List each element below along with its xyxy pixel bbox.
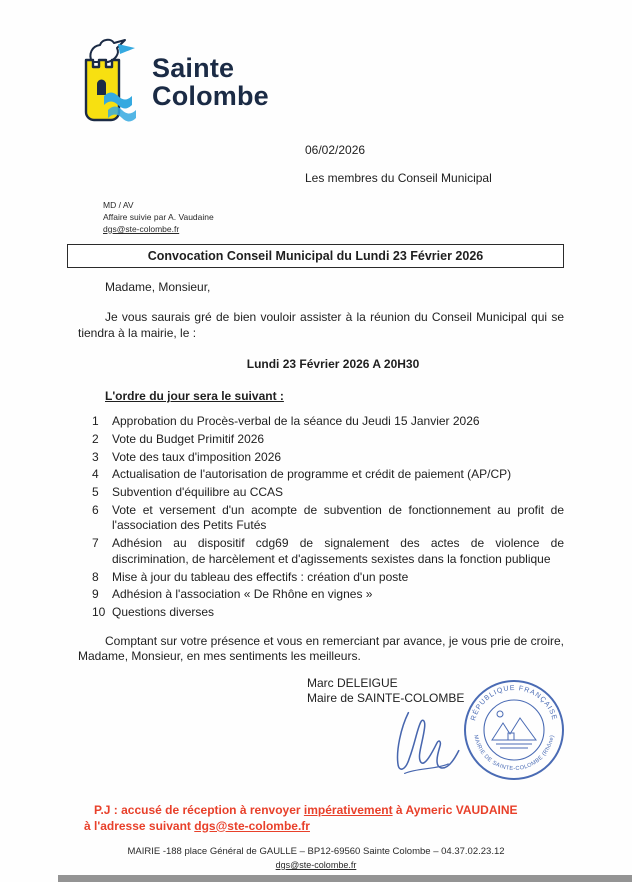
scan-edge-artifact [58, 875, 632, 882]
official-stamp [462, 678, 566, 782]
agenda-item-text: Questions diverses [112, 605, 215, 620]
agenda-item [92, 503, 564, 534]
signatory-name: Marc DELEIGUE [307, 676, 398, 690]
pj-emphasis: impérativement [303, 803, 393, 817]
agenda-item [92, 450, 564, 465]
agenda-item-number: 7 [92, 536, 99, 551]
convocation-title: Convocation Conseil Municipal du Lundi 23 Février 2026 [147, 249, 484, 263]
svg-text:RÉPUBLIQUE FRANÇAISE [470, 685, 558, 722]
pj-email-link[interactable]: dgs@ste-colombe.fr [194, 818, 310, 833]
contact-email-link[interactable]: dgs@ste-colombe.fr [103, 223, 180, 234]
agenda-item-text: Mise à jour du tableau des effectifs : création d'un poste [112, 569, 409, 584]
pj-line2-prefix: à l'adresse suivant [84, 818, 195, 833]
agenda-item-text: Vote des taux d'imposition 2026 [112, 449, 282, 464]
logo-emblem [78, 36, 142, 130]
signatory-title: Maire de SAINTE-COLOMBE [307, 691, 465, 705]
agenda-item-number: 8 [92, 569, 99, 584]
agenda-item-number: 6 [92, 503, 99, 518]
pj-note [84, 803, 570, 834]
tower-door [97, 80, 106, 96]
agenda-item-text: Subvention d'équilibre au CCAS [112, 485, 284, 500]
case-handler: Affaire suivie par A. Vaudaine [103, 211, 214, 222]
agenda-heading: L'ordre du jour sera le suivant : [105, 389, 284, 404]
agenda-item [92, 587, 564, 602]
agenda-item-number: 9 [92, 587, 99, 602]
reference-code: MD / AV [103, 200, 134, 210]
agenda-item [92, 414, 564, 429]
agenda-item-number: 2 [92, 431, 99, 446]
agenda-item-text: Adhésion à l'association « De Rhône en vignes » [112, 587, 373, 602]
agenda-item [92, 432, 564, 447]
logo [78, 36, 269, 130]
closing-paragraph: Comptant sur votre présence et vous en remerciant par avance, je vous prie de croire, Madame, Monsieur, en mes sentiments les meilleurs. [78, 633, 564, 663]
agenda-item [92, 570, 564, 585]
pj-line-1 [84, 803, 570, 819]
handwritten-signature [378, 700, 473, 788]
intro-paragraph: Je vous saurais gré de bien vouloir assister à la réunion du Conseil Municipal qui se tiendra à la mairie, le : [78, 310, 564, 340]
stamp-landscape-drawing [492, 711, 536, 748]
footer-email-link[interactable]: dgs@ste-colombe.fr [275, 859, 357, 870]
agenda-item-text: Actualisation de l'autorisation de programme et crédit de paiement (AP/CP) [112, 467, 512, 482]
agenda-item-number: 4 [92, 467, 99, 482]
letter-body [78, 276, 564, 664]
reference-block [103, 200, 214, 236]
convocation-title-box [67, 244, 564, 268]
agenda-list [92, 414, 564, 621]
agenda-item [92, 485, 564, 500]
letter-recipient: Les membres du Conseil Municipal [305, 171, 492, 185]
logo-line-2: Colombe [152, 81, 269, 111]
pj-prefix: P.J : accusé de réception à renvoyer [94, 803, 304, 817]
agenda-item [92, 467, 564, 482]
agenda-item-number: 3 [92, 449, 99, 464]
agenda-item [92, 536, 564, 567]
agenda-item-text: Vote du Budget Primitif 2026 [112, 431, 265, 446]
letter-date: 06/02/2026 [305, 143, 366, 157]
logo-line-1: Sainte [152, 53, 235, 84]
meeting-datetime: Lundi 23 Février 2026 A 20H30 [246, 357, 420, 372]
stamp-bottom-text: MAIRIE DE SAINTE-COLOMBE (Rhône) [472, 734, 556, 773]
agenda-item-text: Vote et versement d'un acompte de subvention de fonctionnement au profit de l'association des Petits Futés [112, 503, 564, 533]
agenda-item-text: Approbation du Procès-verbal de la séance du Jeudi 15 Janvier 2026 [112, 413, 480, 428]
mairie-address: MAIRIE -188 place Général de GAULLE – BP12-69560 Sainte Colombe – 04.37.02.23.12 [127, 846, 505, 857]
stamp-top-text: RÉPUBLIQUE FRANÇAISE [470, 684, 558, 722]
agenda-item-number: 1 [92, 413, 99, 428]
agenda-item-text: Adhésion au dispositif cdg69 de signalement des actes de violence de discrimination, de harcèlement et d'agissements sexistes dans la fonction publique [112, 536, 564, 566]
agenda-item-number: 5 [92, 485, 99, 500]
letter-footer [0, 845, 632, 873]
pj-suffix: à Aymeric VAUDAINE [392, 803, 518, 817]
salutation: Madame, Monsieur, [105, 280, 211, 294]
agenda-item-number: 10 [92, 605, 106, 620]
pj-line-2 [84, 819, 570, 835]
logo-wordmark [152, 55, 269, 110]
pennant-icon [118, 44, 135, 54]
agenda-item [92, 605, 564, 620]
